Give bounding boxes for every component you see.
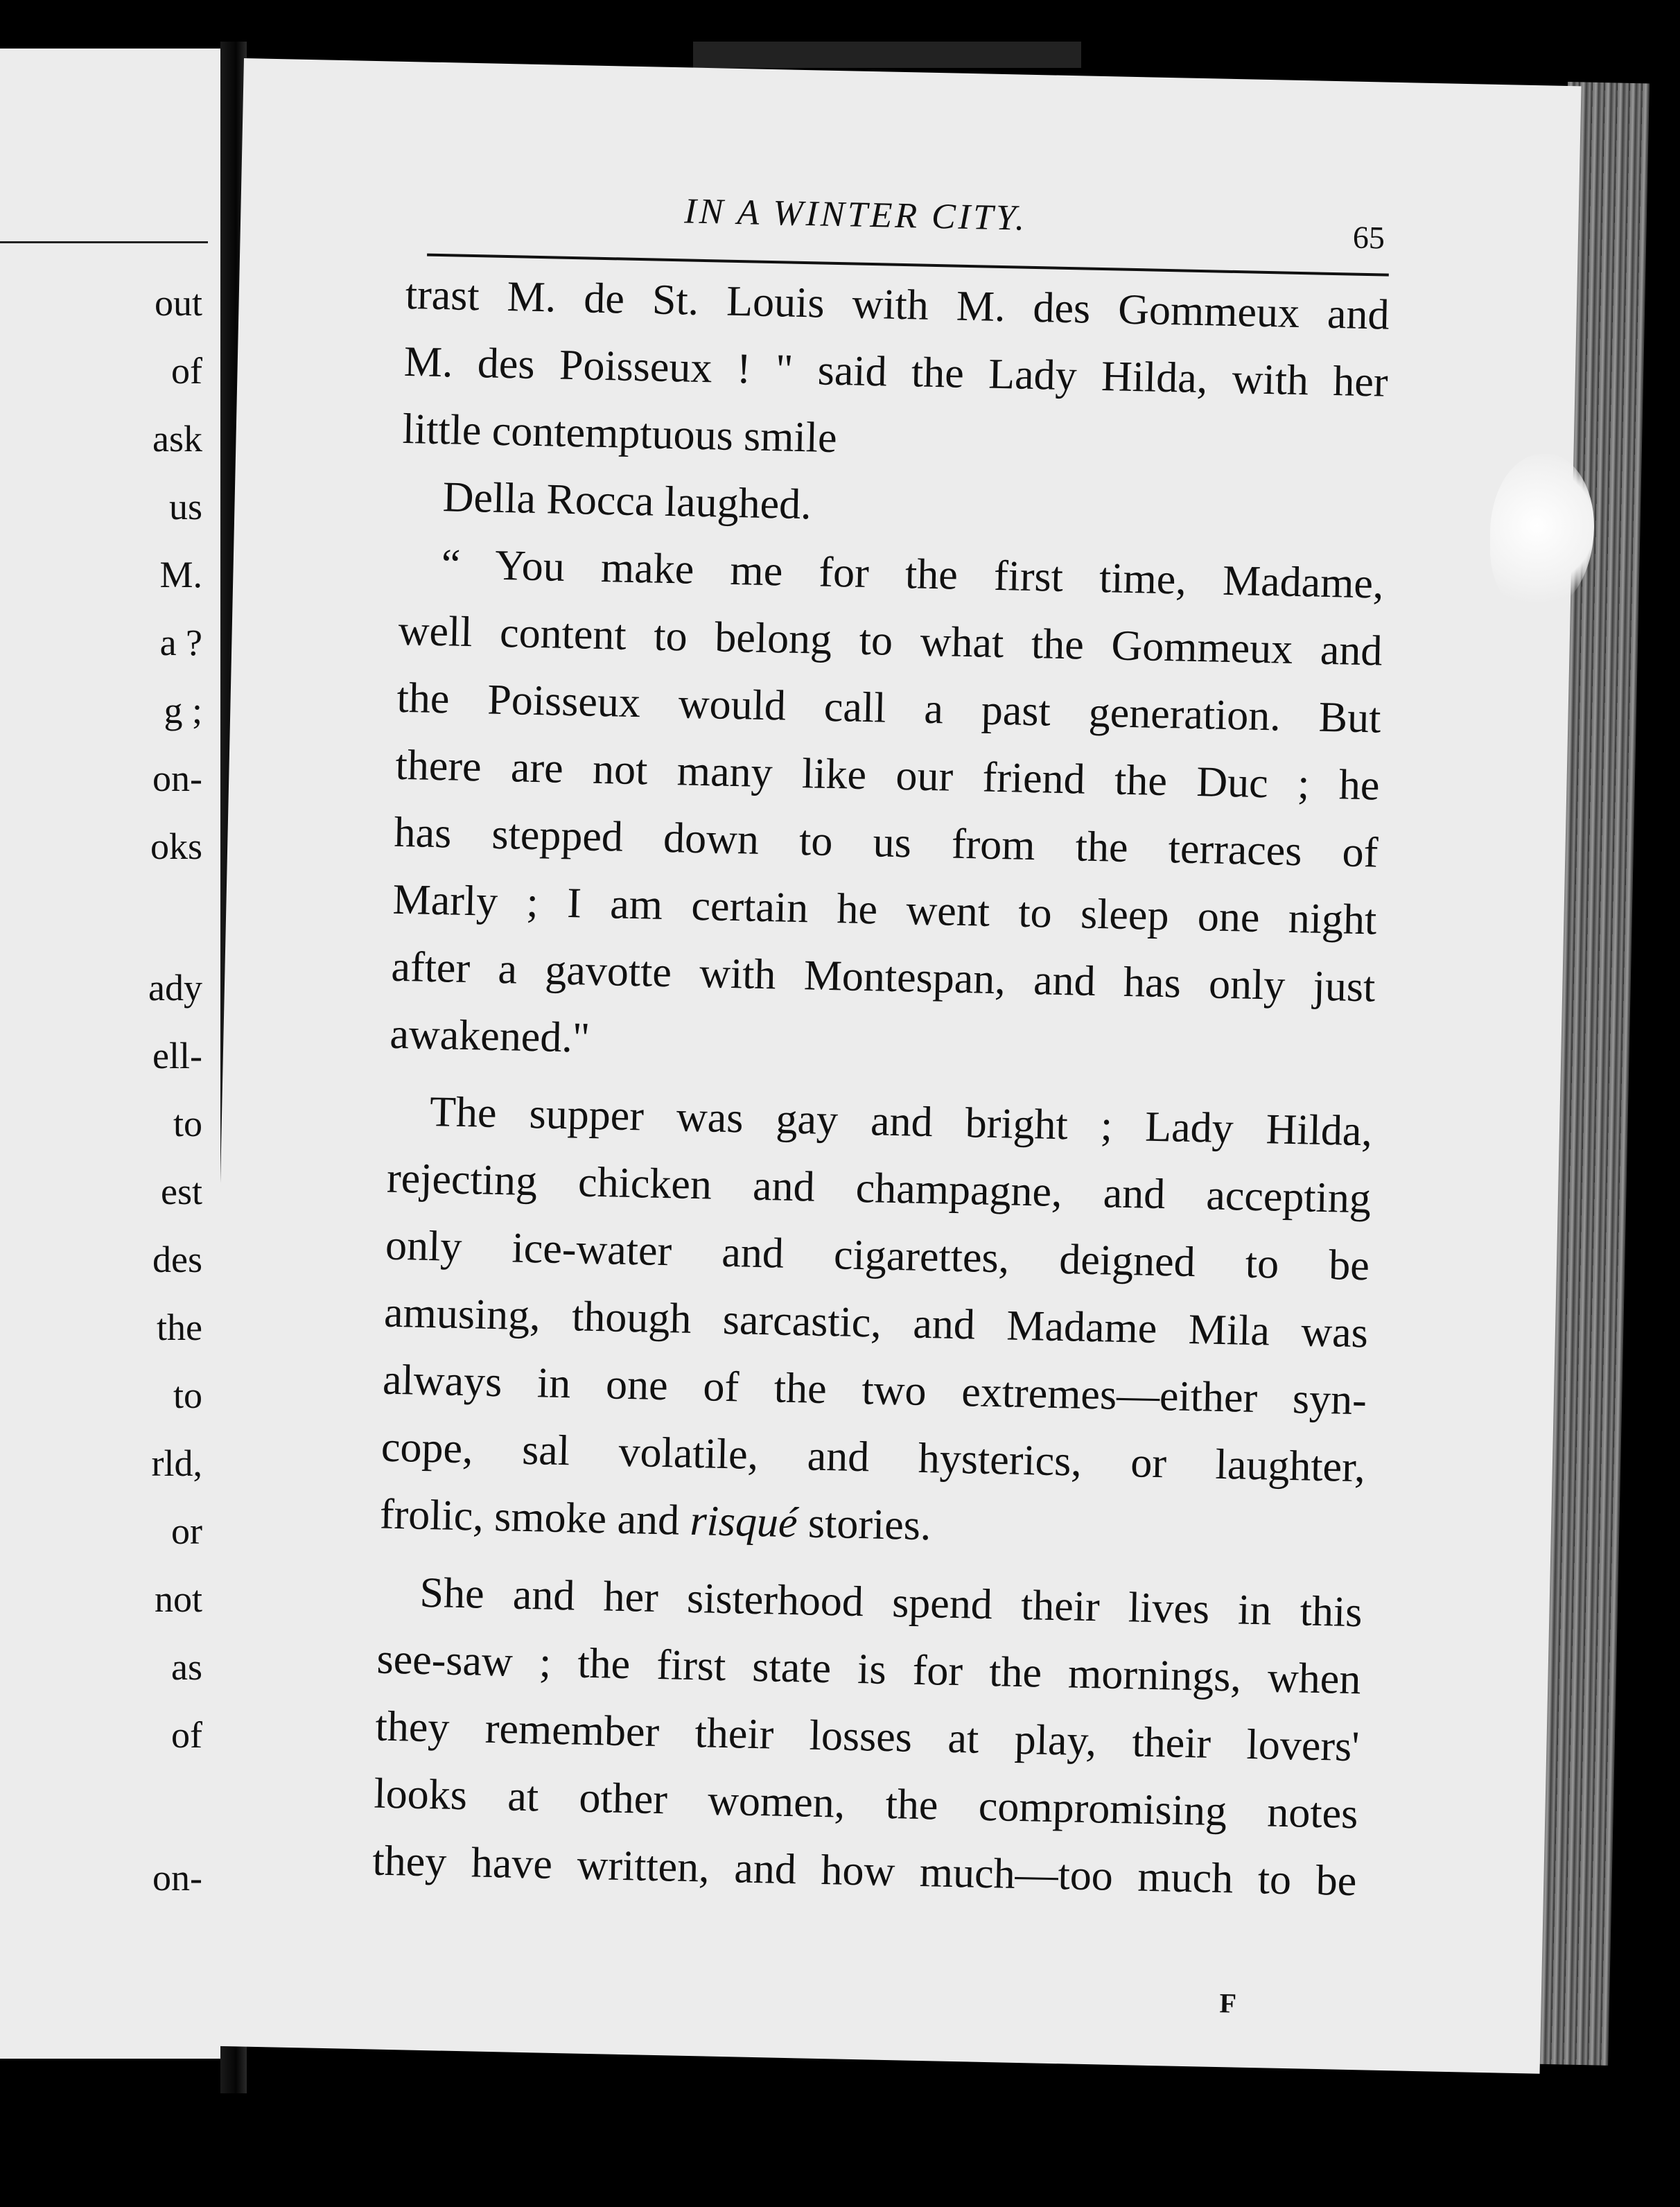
left-fragment: not xyxy=(154,1578,202,1620)
left-fragment: to xyxy=(173,1375,202,1416)
left-fragment: as xyxy=(171,1646,202,1688)
text-line: awakened." xyxy=(389,1010,590,1062)
left-fragment: the xyxy=(157,1307,202,1348)
text-line: has stepped down to us from the terraces of xyxy=(393,808,1379,877)
body-text xyxy=(371,270,1390,1905)
left-fragment: to xyxy=(173,1103,202,1144)
left-facing-page xyxy=(0,49,229,2059)
left-fragment: of xyxy=(171,350,202,392)
left-fragment: a ? xyxy=(159,622,202,663)
left-fragment: or xyxy=(171,1510,202,1552)
text-line: rejecting chicken and champagne, and accepting xyxy=(386,1154,1372,1223)
left-fragment: out xyxy=(154,282,202,324)
left-fragment: us xyxy=(168,486,202,527)
left-fragment: M. xyxy=(159,554,202,595)
text-line: always in one of the two extremes—either syn- xyxy=(382,1356,1367,1424)
text-line: trast M. de St. Louis with M. des Gommeux and xyxy=(405,270,1390,339)
text-line: well content to belong to what the Gommeux and xyxy=(398,607,1383,675)
text-line: there are not many like our friend the Duc ; he xyxy=(394,741,1381,810)
right-page xyxy=(202,58,1582,2074)
text-line: amusing, though sarcastic, and Madame Mila was xyxy=(383,1289,1369,1357)
text-line: Della Rocca laughed. xyxy=(442,473,812,529)
text-line: She and her sisterhood spend their lives in this xyxy=(419,1569,1363,1637)
left-fragment: ady xyxy=(148,967,202,1009)
text-line: looks at other women, the compromising notes xyxy=(373,1770,1359,1838)
header-rule xyxy=(427,254,1389,277)
italic-word: risqué xyxy=(689,1497,798,1547)
left-fragment: g ; xyxy=(164,690,202,731)
left-fragment: oks xyxy=(150,826,202,867)
left-fragment: of xyxy=(171,1714,202,1756)
left-fragment: est xyxy=(161,1171,202,1212)
text-line: after a gavotte with Montespan, and has only just xyxy=(390,943,1376,1011)
text-line: The supper was gay and bright ; Lady Hilda, xyxy=(429,1088,1373,1155)
text-line: Marly ; I am certain he went to sleep one night xyxy=(392,875,1378,944)
running-head: IN A WINTER CITY. xyxy=(683,191,1028,238)
text-line: they remember their losses at play, their lovers' xyxy=(374,1702,1360,1771)
text-line: little contemptuous smile xyxy=(402,405,838,462)
left-page-rule xyxy=(0,241,208,243)
left-fragment: ell- xyxy=(152,1035,202,1076)
text-line: see-saw ; the first state is for the mornings, when xyxy=(376,1635,1362,1704)
text-line: they have written, and how much—too much to be xyxy=(371,1837,1357,1905)
text-line: the Poisseux would call a past generation. But xyxy=(396,674,1382,742)
left-fragment: des xyxy=(152,1239,202,1280)
left-fragment: rld, xyxy=(151,1442,202,1484)
text-line: cope, sal volatile, and hysterics, or laughter, xyxy=(380,1423,1366,1492)
text-segment: stories. xyxy=(796,1499,932,1550)
left-fragment: on- xyxy=(152,758,202,799)
page-number: 65 xyxy=(1352,219,1385,256)
text-segment: frolic, smoke and xyxy=(379,1490,691,1544)
left-fragment: ask xyxy=(152,418,202,460)
signature-mark: F xyxy=(1219,1987,1237,2019)
text-line: “ You make me for the first time, Madame, xyxy=(441,541,1385,608)
text-line-with-italic xyxy=(379,1490,1364,1557)
left-fragment: on- xyxy=(152,1857,202,1899)
scan-edge-shadow xyxy=(693,42,1081,68)
text-line: only ice-water and cigarettes, deigned to be xyxy=(385,1221,1370,1290)
text-line: M. des Poisseux ! " said the Lady Hilda, with her xyxy=(403,338,1389,406)
